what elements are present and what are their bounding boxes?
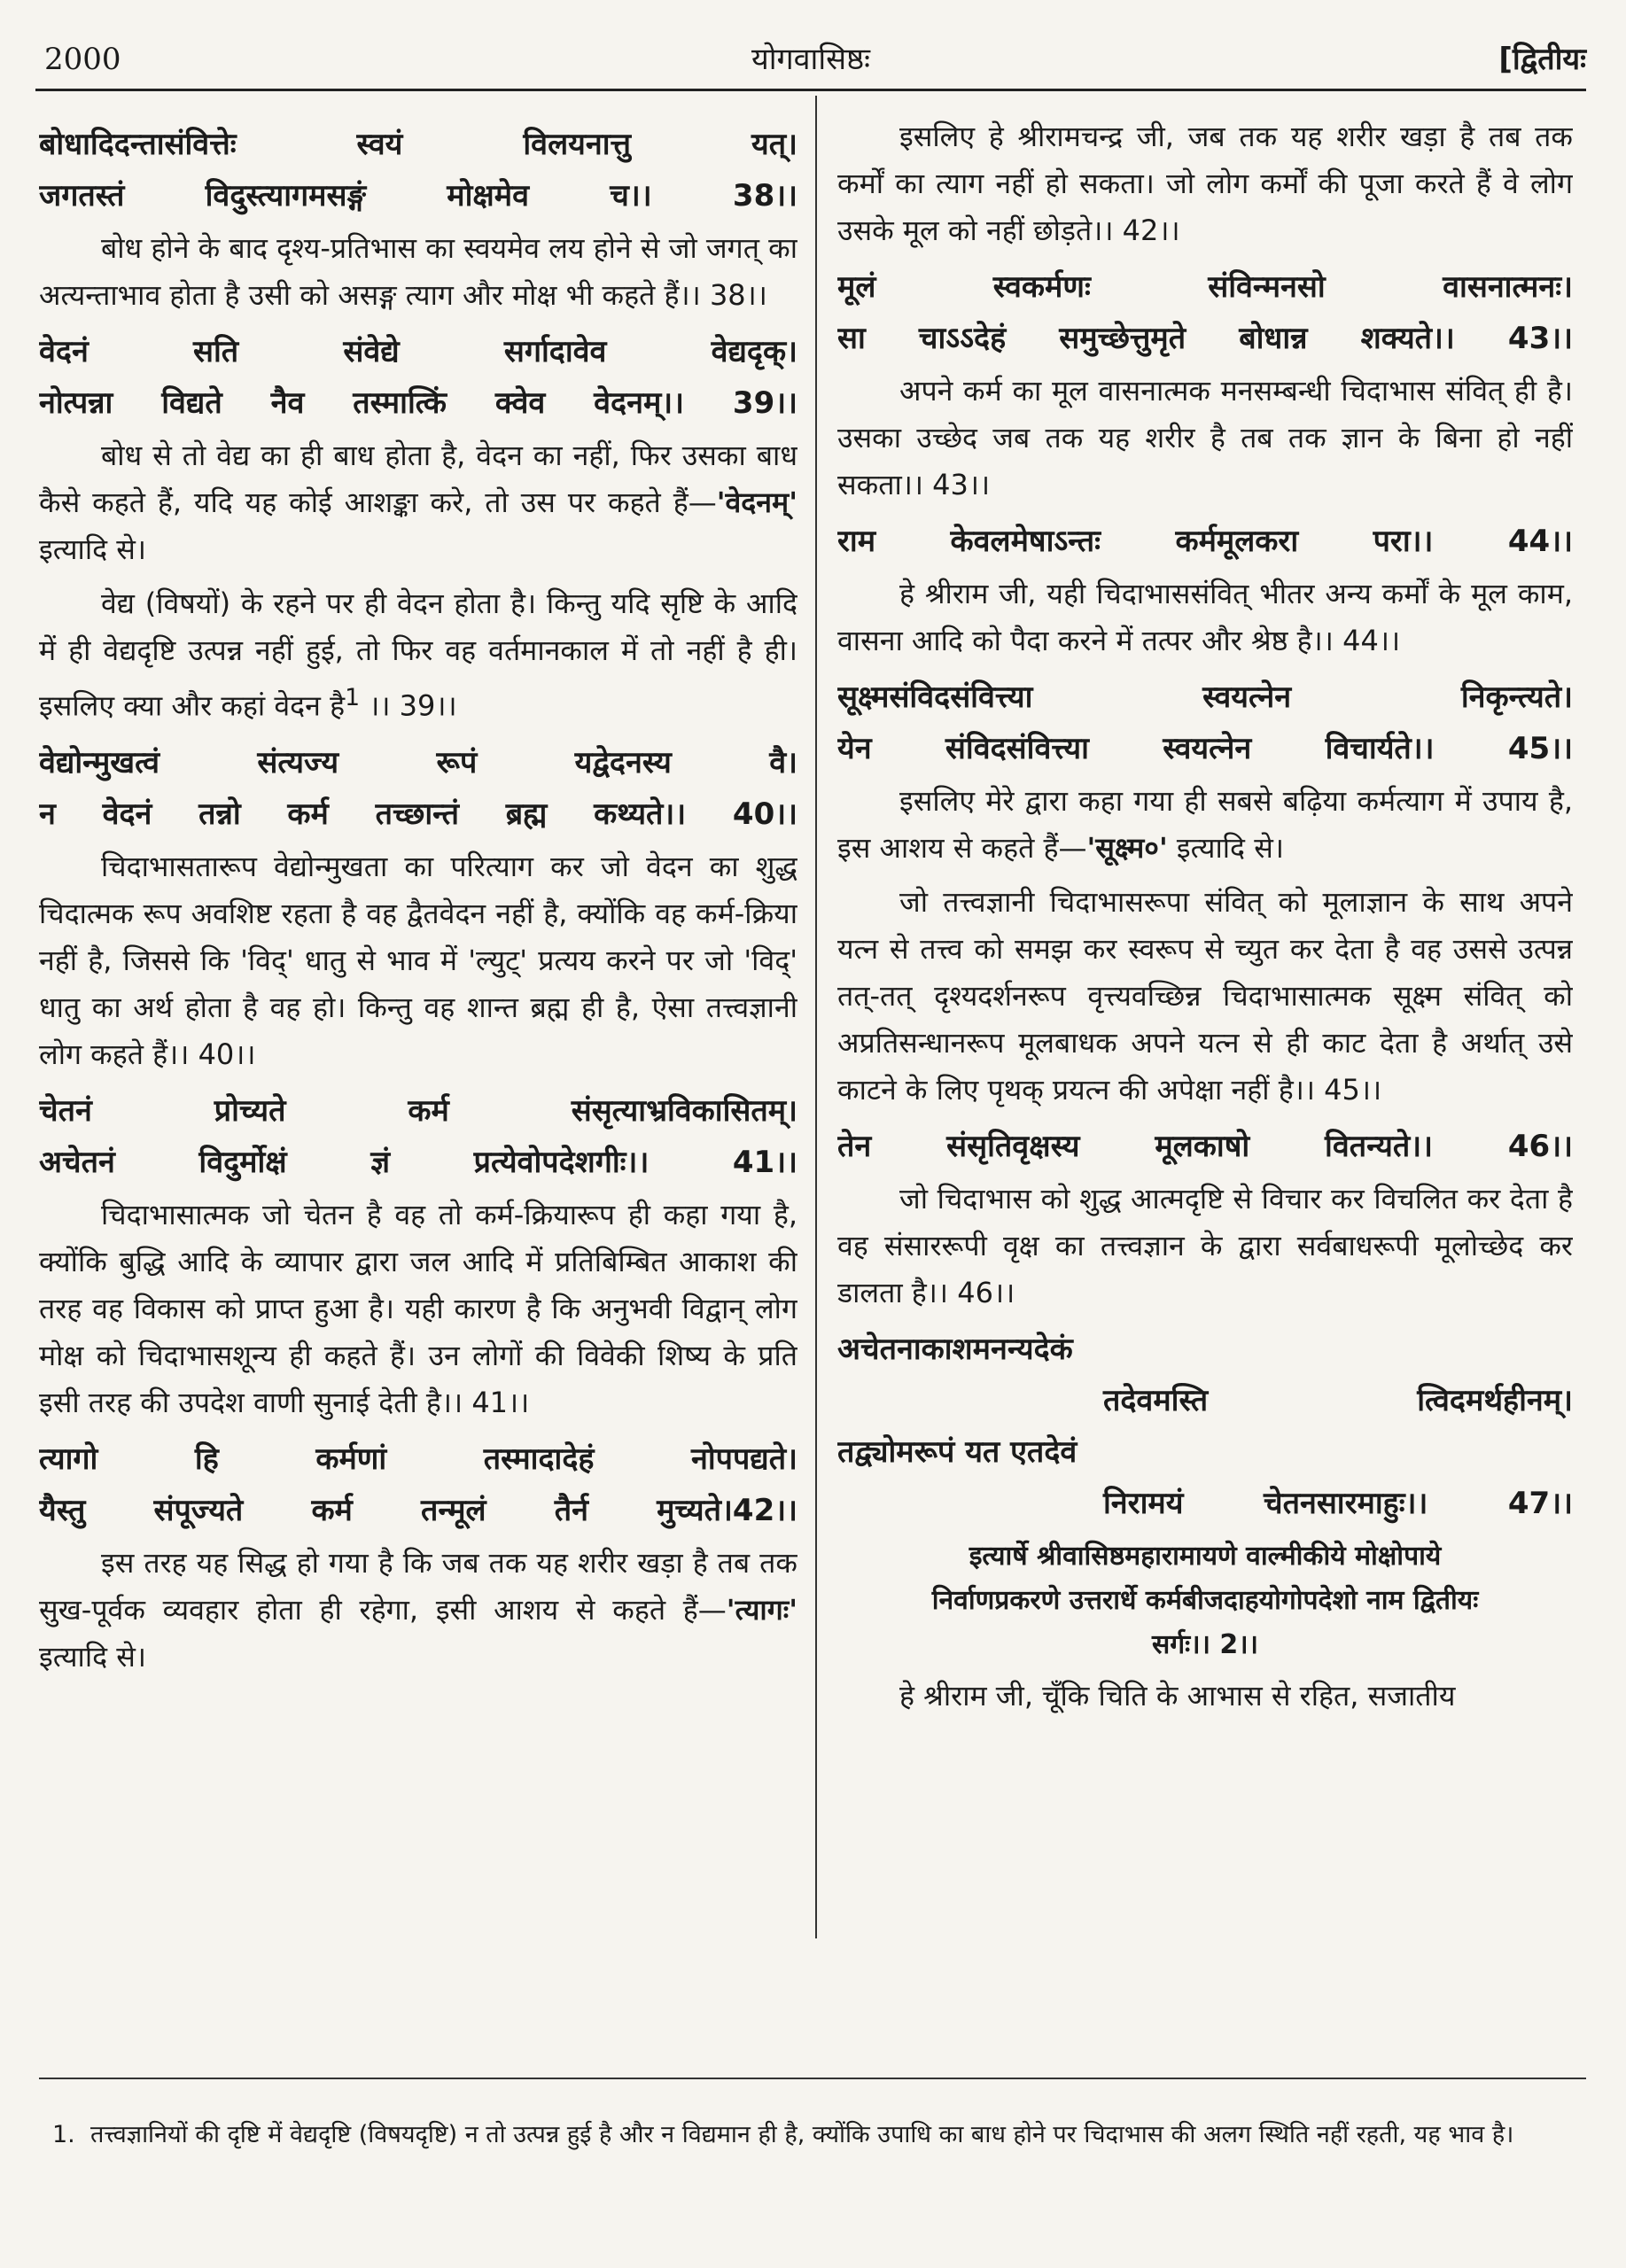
commentary-46: जो चिदाभास को शुद्ध आत्मदृष्टि से विचार कर विचलित कर देता है वह संसाररूपी वृक्ष का तत्त्वज्ञान के द्वारा सर्वबाधरूपी मूलोच्छेद कर डालता है।। 46।। bbox=[837, 1182, 1573, 1309]
verse-line: राम केवलमेषाऽन्तः कर्ममूलकरा परा।। 44।। bbox=[837, 524, 1573, 559]
verse-47 bbox=[837, 1324, 1573, 1529]
verse-line: बोधादिदन्तासंवित्तेः स्वयं विलयनात्तु यत्। bbox=[39, 127, 797, 162]
footnote bbox=[39, 2113, 1586, 2157]
commentary-41: चिदाभासात्मक जो चेतन है वह तो कर्म-क्रियारूप ही कहा गया है, क्योंकि बुद्धि आदि के व्यापार द्वारा जल आदि में प्रतिबिम्बित आकाश की तरह वह विकास को प्राप्त हुआ है। यही कारण है कि अनुभवी विद्वान् लोग मोक्ष को चिदाभासशून्य ही कहते हैं। उन लोगों की विवेकी शिष्य के प्रति इसी तरह की उपदेश वाणी सुनाई देती है।। 41।। bbox=[39, 1197, 797, 1419]
verse-line: वेद्योन्मुखत्वं संत्यज्य रूपं यद्वेदनस्य वै। bbox=[39, 744, 797, 781]
verse-46 bbox=[837, 1121, 1573, 1172]
footnote-text: तत्त्वज्ञानियों की दृष्टि में वेद्यदृष्टि (विषयदृष्टि) न तो उत्पन्न हुई है और न विद्यमान ही है, क्योंकि उपाधि का बाध होने पर चिदाभास की अलग स्थिति नहीं रहती, यह भाव है। bbox=[89, 2121, 1514, 2148]
verse-39 bbox=[39, 326, 797, 429]
verse-45 bbox=[837, 672, 1573, 774]
verse-line: तदेवमस्ति त्विदमर्थहीनम्। bbox=[1103, 1383, 1573, 1418]
verse-line: अचेतनाकाशमनन्यदेकं bbox=[837, 1332, 1073, 1367]
verse-41 bbox=[39, 1085, 797, 1188]
verse-line: मूलं स्वकर्मणः संविन्मनसो वासनात्मनः। bbox=[837, 269, 1573, 305]
commentary-45b: जो तत्त्वज्ञानी चिदाभासरूपा संवित् को मूलाज्ञान के साथ अपने यत्न से तत्त्व को समझ कर स्वरूप से च्युत कर देता है वह उससे उत्पन्न तत्-तत् दृश्यदर्शनरूप वृत्त्यवच्छिन्न चिदाभासात्मक सूक्ष्म संवित् को अप्रतिसन्धानरूप मूलबाधक अपने यत्न से ही काट देता है अर्थात् उसे काटने के लिए पृथक् प्रयत्न की अपेक्षा नहीं है।। 45।। bbox=[837, 885, 1573, 1107]
verse-line: यैस्तु संपूज्यते कर्म तन्मूलं तैर्न मुच्यते।42।। bbox=[39, 1492, 797, 1528]
verse-line: न वेदनं तन्नो कर्म तच्छान्तं ब्रह्म कथ्यते।। 40।। bbox=[39, 796, 797, 832]
column-divider bbox=[815, 96, 817, 1938]
commentary-43: अपने कर्म का मूल वासनात्मक मनसम्बन्धी चिदाभास संवित् ही है। उसका उच्छेद जब तक यह शरीर है तब तक ज्ञान के बिना हो नहीं सकता।। 43।। bbox=[837, 374, 1573, 501]
book-title: योगवासिष्ठः bbox=[751, 42, 871, 77]
commentary-42b: इसलिए हे श्रीरामचन्द्र जी, जब तक यह शरीर खड़ा है तब तक कर्मों का त्याग नहीं हो सकता। जो लोग कर्मों की पूजा करते हैं वे लोग उसके मूल को नहीं छोड़ते।। 42।। bbox=[837, 120, 1573, 247]
verse-38 bbox=[39, 119, 797, 221]
verse-line: नोत्पन्ना विद्यते नैव तस्मात्किं क्वेव वेदनम्।। 39।। bbox=[39, 385, 797, 421]
verse-line: निरामयं चेतनसारमाहुः।। 47।। bbox=[1103, 1486, 1573, 1521]
footnote-number: 1. bbox=[52, 2121, 75, 2148]
verse-line: येन संविदसंवित्त्या स्वयत्नेन विचार्यते।। 45।। bbox=[837, 731, 1573, 766]
verse-line: वेदनं सति संवेद्ये सर्गादावेव वेद्यदृक्। bbox=[39, 334, 797, 369]
page-number: 2000 bbox=[44, 42, 121, 77]
commentary-40: चिदाभासतारूप वेद्योन्मुखता का परित्याग कर जो वेदन का शुद्ध चिदात्मक रूप अवशिष्ट रहता है वह द्वैतवेदन नहीं है, क्योंकि वह कर्म-क्रिया नहीं है, जिससे कि 'विद्' धातु से भाव में 'ल्युट्' प्रत्यय करने पर जो 'विद्' धातु का अर्थ होता है वह हो। किन्तु वह शान्त ब्रह्म ही है, ऐसा तत्त्वज्ञानी लोग कहते हैं।। 40।। bbox=[39, 849, 797, 1071]
verse-42 bbox=[39, 1433, 797, 1536]
verse-line: त्यागो हि कर्मणां तस्मादादेहं नोपपद्यते। bbox=[39, 1441, 797, 1477]
commentary-38: बोध होने के बाद दृश्य-प्रतिभास का स्वयमेव लय होने से जो जगत् का अत्यन्ताभाव होता है उसी को असङ्ग त्याग और मोक्ष भी कहते हैं।। 38।। bbox=[39, 231, 797, 312]
verse-line: तद्व्योमरूपं यत एतदेवं bbox=[837, 1434, 1078, 1470]
commentary-45a: इसलिए मेरे द्वारा कहा गया ही सबसे बढ़िया कर्मत्याग में उपाय है, इस आशय से कहते हैं—'सूक्ष्म०' इत्यादि से। bbox=[837, 784, 1573, 865]
section-label: [द्वितीयः bbox=[1498, 42, 1586, 77]
footnote-rule bbox=[39, 2078, 1586, 2079]
verse-line: अचेतनं विदुर्मोक्षं ज्ञं प्रत्येवोपदेशगीः।। 41।। bbox=[39, 1144, 797, 1180]
verse-line: सा चाऽऽदेहं समुच्छेत्तुमृते बोधान्न शक्यते।। 43।। bbox=[837, 321, 1573, 356]
verse-line: चेतनं प्रोच्यते कर्म संसृत्याभ्रविकासितम्। bbox=[39, 1092, 797, 1129]
page-header bbox=[35, 35, 1586, 91]
verse-43 bbox=[837, 261, 1573, 364]
right-column bbox=[837, 113, 1573, 1921]
left-column bbox=[39, 113, 797, 1921]
verse-40 bbox=[39, 737, 797, 840]
verse-line: तेन संसृतिवृक्षस्य मूलकाषो वितन्यते।। 46।। bbox=[837, 1129, 1573, 1164]
commentary-44: हे श्रीराम जी, यही चिदाभाससंवित् भीतर अन्य कर्मों के मूल काम, वासना आदि को पैदा करने में तत्पर और श्रेष्ठ है।। 44।। bbox=[837, 577, 1573, 657]
commentary-39b: वेद्य (विषयों) के रहने पर ही वेदन होता है। किन्तु यदि सृष्टि के आदि में ही वेद्यदृष्टि उत्पन्न नहीं हुई, तो फिर वह वर्तमानकाल में तो नहीं है ही। इसलिए क्या और कहां वेदन है$^1$ ।। 39।। bbox=[39, 586, 797, 723]
next-commentary: हे श्रीराम जी, चूँकि चिति के आभास से रहित, सजातीय bbox=[899, 1679, 1456, 1713]
verse-line: सूक्ष्मसंविदसंवित्त्या स्वयत्नेन निकृन्त्यते। bbox=[837, 680, 1573, 715]
chapter-colophon: इत्यार्षे श्रीवासिष्ठमहारामायणे वाल्मीकीये मोक्षोपाये निर्वाणप्रकरणे उत्तरार्धे कर्मबीजदाहयोगोपदेशो नाम द्वितीयः सर्गः।। 2।। bbox=[931, 1541, 1479, 1660]
footnote-mark[interactable]: 1 bbox=[345, 684, 361, 711]
verse-44 bbox=[837, 516, 1573, 567]
commentary-42a: इस तरह यह सिद्ध हो गया है कि जब तक यह शरीर खड़ा है तब तक सुख-पूर्वक व्यवहार होता ही रहेगा, इसी आशय से कहते हैं—'त्यागः' इत्यादि से। bbox=[39, 1545, 797, 1674]
verse-line: जगतस्तं विदुस्त्यागमसङ्गं मोक्षमेव च।। 38।। bbox=[39, 178, 797, 214]
commentary-39a: बोध से तो वेद्य का ही बाध होता है, वेदन का नहीं, फिर उसका बाध कैसे कहते हैं, यदि यह कोई आशङ्का करे, तो उस पर कहते हैं—'वेदनम्' इत्यादि से। bbox=[39, 439, 797, 566]
